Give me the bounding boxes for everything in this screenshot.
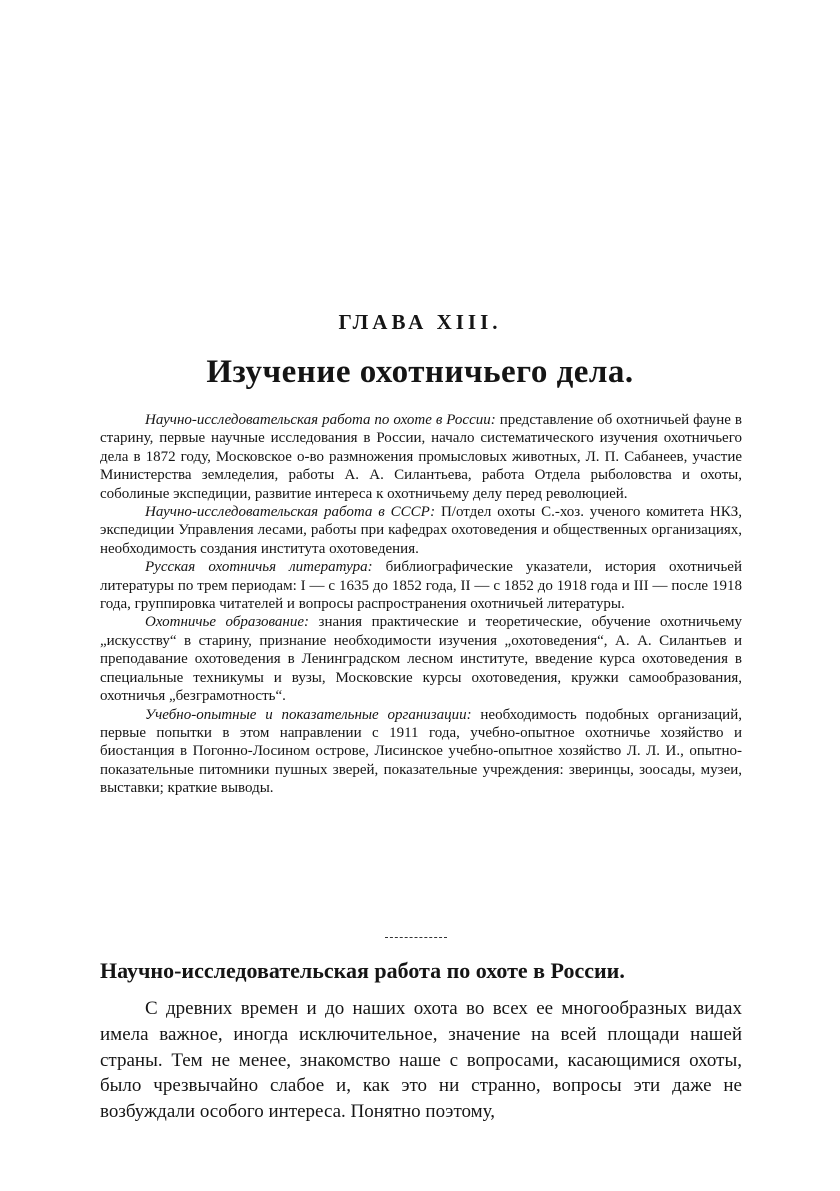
summary-topic: Русская охотничья литература:	[145, 559, 373, 576]
summary-paragraph	[100, 411, 742, 503]
summary-text: представление об охотничьей фауне в старину, первые научные исследования в России, начало систематического изучения охотничьего дела в 1872 году, Московское о-во размножения промысловых животных, Л. П. Сабанеев, участие Министерства земледелия, работы А. А. Силантьева, работа Отдела рыболовства и охоты, соболиные экспедиции, развитие интереса к охотничьему делу перед революцией.	[100, 412, 742, 502]
chapter-summary	[100, 411, 742, 798]
summary-topic: Охотничье образование:	[145, 614, 310, 631]
summary-paragraph	[100, 706, 742, 798]
summary-paragraph	[100, 558, 742, 613]
summary-text: знания практические и теоретические, обучение охотничьему „искусству“ в старину, признание необходимости изучения „охотоведения“, А. А. Силантьев и преподавание охотоведения в Ленинградском лесном институте, введение курса охотоведения в специальные техникумы и вузы, Московские курсы охотоведения, кружки самообразования, охотничья „безграмотность“.	[100, 614, 742, 705]
summary-text: необходимость подобных организаций, первые попытки в этом направлении с 1911 года, учебно-опытное охотничье хозяйство и биостанция в Погонно-Лосином острове, Лисинское учебно-опытное хозяйство Л. Л. И., опытно-показательные питомники пушных зверей, показательные учреждения: зверинцы, зоосады, музеи, выставки; краткие выводы.	[100, 706, 742, 797]
section-divider	[385, 937, 447, 938]
summary-text: П/отдел охоты С.-хоз. ученого комитета НКЗ, экспедиции Управления лесами, работы при кафедрах охотоведения и общественных организациях, необходимость создания института охотоведения.	[100, 504, 742, 557]
body-paragraph: С древних времен и до наших охота во всех ее многообразных видах имела важное, иногда исключительное, значение на всей площади нашей страны. Тем не менее, знакомство наше с вопросами, касающимися охоты, было чрезвычайно слабое и, как это ни странно, вопросы эти даже не возбуждали особого интереса. Понятно поэтому,	[100, 998, 742, 1123]
chapter-title: Изучение охотничьего дела.	[206, 354, 634, 390]
summary-topic: Научно-исследовательская работа по охоте в России:	[145, 412, 496, 428]
chapter-label: ГЛАВА XIII.	[338, 310, 502, 334]
section-heading: Научно-исследовательская работа по охоте в России.	[100, 958, 625, 983]
summary-topic: Научно-исследовательская работа в СССР:	[145, 504, 436, 521]
body-text	[100, 996, 742, 1125]
summary-text: библиографические указатели, история охотничьей литературы по трем периодам: I — с 1635 до 1852 года, II — с 1852 до 1918 года и III — после 1918 года, группировка читателей и вопросы распространения охотничьей литературы.	[100, 559, 742, 613]
summary-paragraph	[100, 503, 742, 558]
summary-topic: Учебно-опытные и показательные организации:	[145, 706, 472, 723]
summary-paragraph	[100, 613, 742, 705]
